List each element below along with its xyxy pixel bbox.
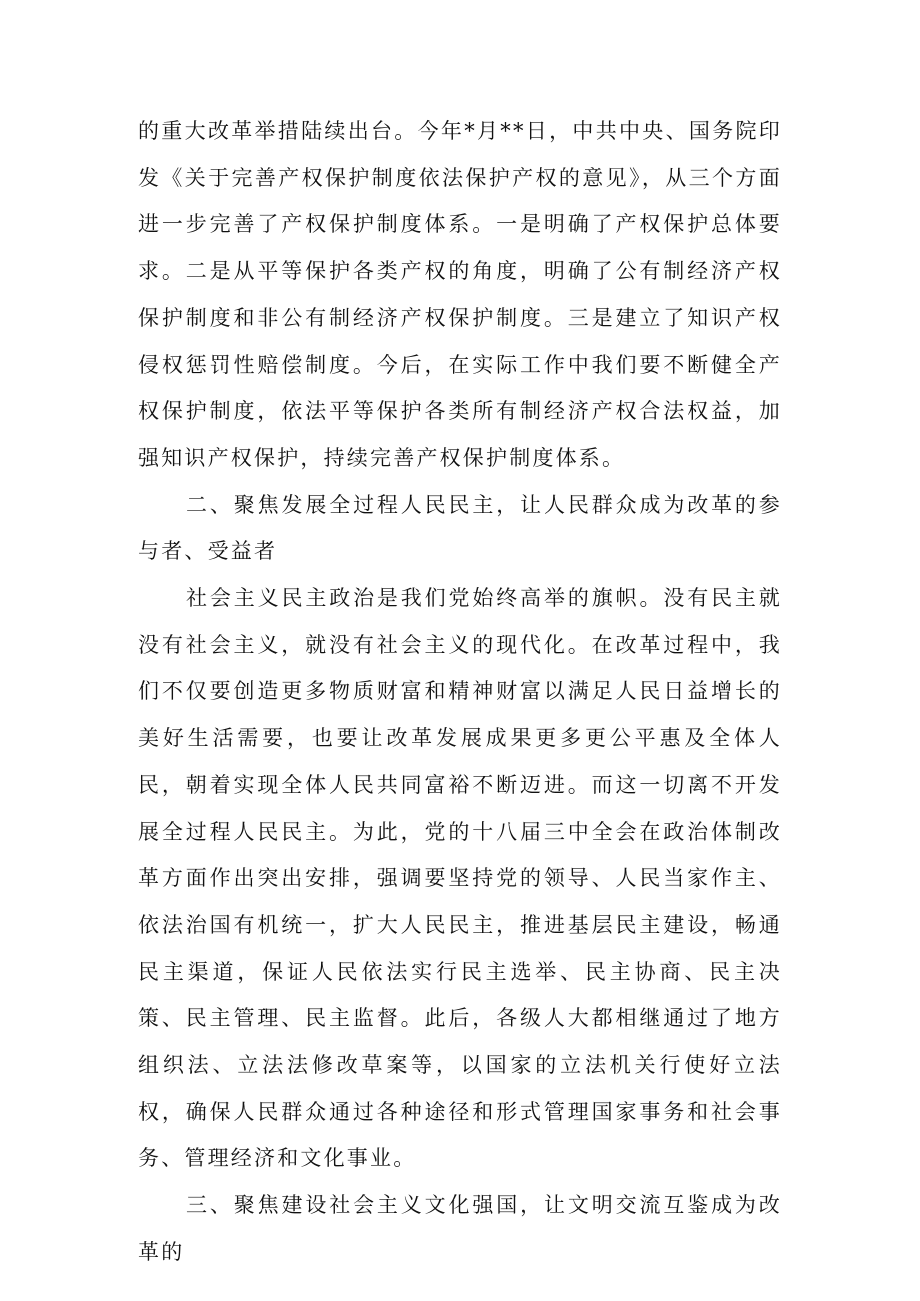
section-heading-three: 三、聚焦建设社会主义文化强国，让文明交流互鉴成为改革的 bbox=[138, 1193, 782, 1264]
paragraph-democracy: 社会主义民主政治是我们党始终高举的旗帜。没有民主就没有社会主义，就没有社会主义的现代化。在改革过程中，我们不仅要创造更多物质财富和精神财富以满足人民日益增长的美好生活需要，也要让改革发展成果更多更公平惠及全体人民，朝着实现全体人民共同富裕不断迈进。而这一切离不开发展全过程人民民主。为此，党的十八届三中全会在政治体制改革方面作出突出安排，强调要坚持党的领导、人民当家作主、依法治国有机统一，扩大人民民主，推进基层民主建设，畅通民主渠道，保证人民依法实行民主选举、民主协商、民主决策、民主管理、民主监督。此后，各级人大都相继通过了地方组织法、立法法修改草案等，以国家的立法机关行使好立法权，确保人民群众通过各种途径和形式管理国家事务和社会事务、管理经济和文化事业。 bbox=[138, 586, 782, 1171]
paragraph-property-rights: 的重大改革举措陆续出台。今年*月**日，中共中央、国务院印发《关于完善产权保护制度依法保护产权的意见》，从三个方面进一步完善了产权保护制度体系。一是明确了产权保护总体要求。二是从平等保护各类产权的角度，明确了公有制经济产权保护制度和非公有制经济产权保护制度。三是建立了知识产权侵权惩罚性赔偿制度。今后，在实际工作中我们要不断健全产权保护制度，依法平等保护各类所有制经济产权合法权益，加强知识产权保护，持续完善产权保护制度体系。 bbox=[138, 119, 782, 470]
document-body bbox=[138, 108, 782, 1276]
section-heading-two: 二、聚焦发展全过程人民民主，让人民群众成为改革的参与者、受益者 bbox=[138, 492, 782, 564]
